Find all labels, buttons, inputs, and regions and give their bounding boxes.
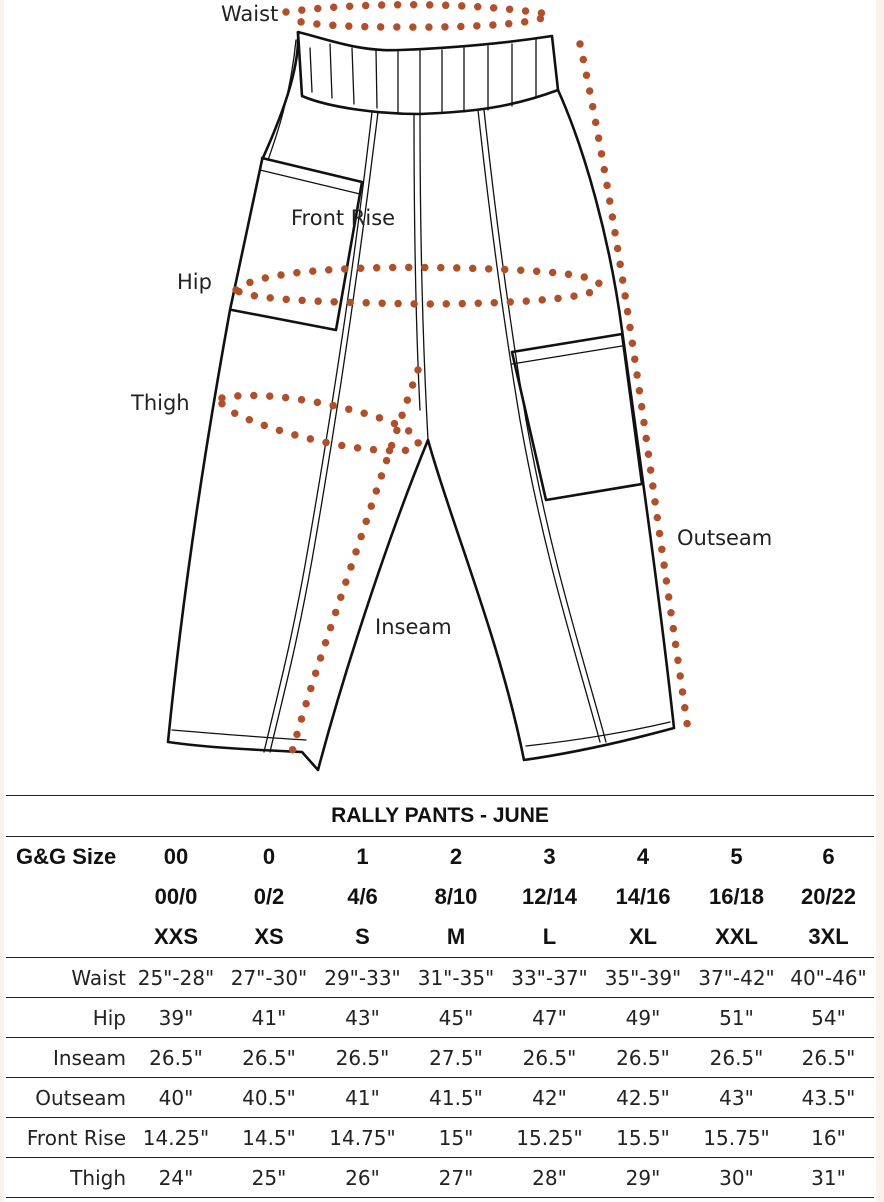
table-cell: 30" xyxy=(690,1158,783,1198)
table-cell: 15.25" xyxy=(503,1118,596,1158)
letter-size: M xyxy=(409,917,503,958)
table-cell: 29" xyxy=(596,1158,690,1198)
hip-marker xyxy=(236,267,600,304)
table-cell: 42" xyxy=(503,1078,596,1118)
table-cell: 15.75" xyxy=(690,1118,783,1158)
measurement-row-waist xyxy=(6,958,874,998)
letter-size: S xyxy=(316,917,409,958)
numeric-size: 20/22 xyxy=(800,884,857,909)
table-cell: 31" xyxy=(783,1158,874,1198)
table-cell: 54" xyxy=(783,998,874,1038)
row-label: Front Rise xyxy=(6,1118,130,1158)
table-cell: 40"-46" xyxy=(783,958,874,998)
table-cell: 41" xyxy=(222,998,316,1038)
label-inseam: Inseam xyxy=(375,615,452,639)
label-outseam: Outseam xyxy=(677,526,773,550)
row-label: Hip xyxy=(6,998,130,1038)
table-cell: 37"-42" xyxy=(690,958,783,998)
gg-size: 6 xyxy=(822,844,835,869)
table-cell: 40" xyxy=(130,1078,222,1118)
letter-size: L xyxy=(503,917,596,958)
table-cell: 41" xyxy=(316,1078,409,1118)
label-front-rise: Front Rise xyxy=(291,206,396,230)
numeric-size: 14/16 xyxy=(615,884,671,909)
table-title: RALLY PANTS - JUNE xyxy=(6,796,874,837)
letter-size: 3XL xyxy=(783,917,874,958)
table-cell: 42.5" xyxy=(596,1078,690,1118)
table-cell: 26.5" xyxy=(596,1038,690,1078)
letter-size: XL xyxy=(596,917,690,958)
table-cell: 28" xyxy=(503,1158,596,1198)
gg-size: 1 xyxy=(356,844,369,869)
gg-size: 4 xyxy=(636,844,650,869)
numeric-size: 00/0 xyxy=(154,884,198,909)
table-cell: 25" xyxy=(222,1158,316,1198)
numeric-size-row xyxy=(6,877,874,917)
table-cell: 14.75" xyxy=(316,1118,409,1158)
table-cell: 25"-28" xyxy=(130,958,222,998)
table-cell: 15" xyxy=(409,1118,503,1158)
table-cell: 31"-35" xyxy=(409,958,503,998)
gg-size: 0 xyxy=(262,844,276,869)
letter-size-row xyxy=(6,917,874,958)
numeric-size: 8/10 xyxy=(434,884,478,909)
table-cell: 45" xyxy=(409,998,503,1038)
gg-size: 5 xyxy=(730,844,743,869)
letter-size: XXS xyxy=(130,917,222,958)
table-cell: 26.5" xyxy=(130,1038,222,1078)
table-cell: 14.5" xyxy=(222,1118,316,1158)
table-cell: 43" xyxy=(316,998,409,1038)
gg-size: 00 xyxy=(163,844,189,869)
table-cell: 33"-37" xyxy=(503,958,596,998)
label-thigh: Thigh xyxy=(131,391,190,415)
letter-size: XS xyxy=(222,917,316,958)
thigh-marker xyxy=(221,395,418,450)
pants-illustration xyxy=(168,32,674,770)
gg-size: 2 xyxy=(449,844,463,869)
table-cell: 49" xyxy=(596,998,690,1038)
letter-size: XXL xyxy=(690,917,783,958)
table-cell: 26.5" xyxy=(316,1038,409,1078)
measurement-row-outseam xyxy=(6,1078,874,1118)
table-cell: 27" xyxy=(409,1158,503,1198)
measurement-row-hip xyxy=(6,998,874,1038)
size-header: G&G Size xyxy=(16,844,117,869)
inseam-marker xyxy=(292,370,418,752)
table-cell: 26.5" xyxy=(222,1038,316,1078)
measurement-row-front-rise xyxy=(6,1118,874,1158)
table-cell: 15.5" xyxy=(596,1118,690,1158)
table-cell: 41.5" xyxy=(409,1078,503,1118)
size-chart-table xyxy=(6,795,874,1198)
row-label: Inseam xyxy=(6,1038,130,1078)
table-cell: 16" xyxy=(783,1118,874,1158)
numeric-size: 12/14 xyxy=(521,884,578,909)
table-cell: 40.5" xyxy=(222,1078,316,1118)
outseam-marker xyxy=(580,44,688,730)
gg-size-row xyxy=(6,837,874,878)
row-label: Thigh xyxy=(6,1158,130,1198)
numeric-size: 16/18 xyxy=(708,884,765,909)
table-cell: 39" xyxy=(130,998,222,1038)
waist-marker xyxy=(286,5,548,27)
table-cell: 43.5" xyxy=(783,1078,874,1118)
table-cell: 27.5" xyxy=(409,1038,503,1078)
table-cell: 24" xyxy=(130,1158,222,1198)
table-cell: 51" xyxy=(690,998,783,1038)
measurement-markers xyxy=(221,5,688,752)
row-label: Waist xyxy=(6,958,130,998)
gg-size: 3 xyxy=(543,844,556,869)
label-hip: Hip xyxy=(177,270,212,294)
table-cell: 47" xyxy=(503,998,596,1038)
numeric-size: 0/2 xyxy=(253,884,285,909)
table-cell: 29"-33" xyxy=(316,958,409,998)
numeric-size: 4/6 xyxy=(347,884,378,909)
measurement-row-inseam xyxy=(6,1038,874,1078)
table-cell: 26.5" xyxy=(783,1038,874,1078)
row-label: Outseam xyxy=(6,1078,130,1118)
table-cell: 35"-39" xyxy=(596,958,690,998)
table-cell: 27"-30" xyxy=(222,958,316,998)
table-cell: 43" xyxy=(690,1078,783,1118)
table-cell: 26.5" xyxy=(690,1038,783,1078)
table-cell: 26" xyxy=(316,1158,409,1198)
measurement-row-thigh xyxy=(6,1158,874,1198)
table-cell: 26.5" xyxy=(503,1038,596,1078)
table-cell: 14.25" xyxy=(130,1118,222,1158)
label-waist: Waist xyxy=(221,2,279,26)
